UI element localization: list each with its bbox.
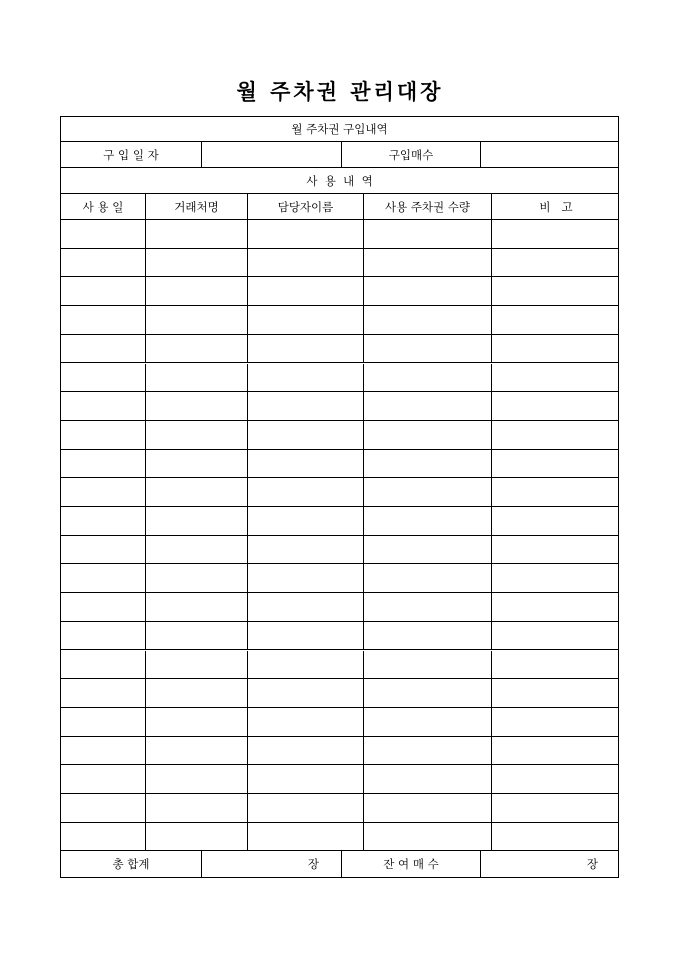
manager-name-cell[interactable] (248, 249, 364, 277)
use-date-cell[interactable] (61, 392, 146, 420)
column-header-tickets-used: 사용 주차권 수량 (364, 194, 492, 219)
remaining-unit: 장 (586, 857, 598, 872)
column-header-remarks: 비 고 (539, 199, 573, 214)
use-date-cell[interactable] (61, 593, 146, 621)
remarks-cell[interactable] (492, 536, 620, 564)
manager-name-cell[interactable] (248, 392, 364, 420)
manager-name-cell[interactable] (248, 651, 364, 679)
purchase-date-label: 구 입 일 자 (61, 142, 202, 167)
total-field[interactable] (202, 851, 342, 877)
tickets-used-cell[interactable] (364, 306, 492, 334)
client-name-cell[interactable] (146, 737, 248, 765)
remarks-cell[interactable] (492, 823, 620, 851)
table-row (61, 249, 618, 278)
use-date-cell[interactable] (61, 536, 146, 564)
remarks-cell[interactable] (492, 737, 620, 765)
remarks-cell[interactable] (492, 622, 620, 650)
tickets-used-cell[interactable] (364, 794, 492, 822)
client-name-cell[interactable] (146, 392, 248, 420)
remarks-cell[interactable] (492, 708, 620, 736)
manager-name-cell[interactable] (248, 364, 364, 392)
use-date-cell[interactable] (61, 651, 146, 679)
table-row (61, 737, 618, 766)
client-name-cell[interactable] (146, 794, 248, 822)
total-unit: 장 (307, 857, 319, 872)
client-name-cell[interactable] (146, 220, 248, 248)
use-date-cell[interactable] (61, 335, 146, 363)
tickets-used-cell[interactable] (364, 277, 492, 305)
client-name-cell[interactable] (146, 593, 248, 621)
purchase-section-header-row (61, 117, 618, 142)
table-row (61, 564, 618, 593)
manager-name-cell[interactable] (248, 306, 364, 334)
table-row (61, 421, 618, 450)
manager-name-cell[interactable] (248, 335, 364, 363)
client-name-cell[interactable] (146, 450, 248, 478)
footer-row (61, 851, 618, 877)
manager-name-cell[interactable] (248, 765, 364, 793)
remarks-cell[interactable] (492, 421, 620, 449)
tickets-used-cell[interactable] (364, 564, 492, 592)
manager-name-cell[interactable] (248, 478, 364, 506)
table-row (61, 765, 618, 794)
tickets-used-cell[interactable] (364, 335, 492, 363)
manager-name-cell[interactable] (248, 737, 364, 765)
use-date-cell[interactable] (61, 823, 146, 851)
client-name-cell[interactable] (146, 823, 248, 851)
client-name-cell[interactable] (146, 507, 248, 535)
client-name-cell[interactable] (146, 306, 248, 334)
client-name-cell[interactable] (146, 622, 248, 650)
manager-name-cell[interactable] (248, 708, 364, 736)
tickets-used-cell[interactable] (364, 622, 492, 650)
remarks-cell[interactable] (492, 277, 620, 305)
use-date-cell[interactable] (61, 478, 146, 506)
use-date-cell[interactable] (61, 249, 146, 277)
manager-name-cell[interactable] (248, 421, 364, 449)
column-header-manager-name: 담당자이름 (248, 194, 364, 219)
remarks-cell[interactable] (492, 478, 620, 506)
use-date-cell[interactable] (61, 507, 146, 535)
tickets-used-cell[interactable] (364, 478, 492, 506)
tickets-used-cell[interactable] (364, 220, 492, 248)
remarks-cell[interactable] (492, 249, 620, 277)
tickets-used-cell[interactable] (364, 651, 492, 679)
manager-name-cell[interactable] (248, 564, 364, 592)
remarks-cell[interactable] (492, 306, 620, 334)
tickets-used-cell[interactable] (364, 450, 492, 478)
purchase-info-row (61, 142, 618, 168)
purchase-count-field[interactable] (481, 142, 620, 167)
usage-section-title: 사 용 내 역 (306, 173, 373, 188)
page-title: 월 주차권 관리대장 (236, 79, 444, 104)
table-row (61, 708, 618, 737)
tickets-used-cell[interactable] (364, 765, 492, 793)
remarks-cell[interactable] (492, 335, 620, 363)
remarks-cell[interactable] (492, 765, 620, 793)
use-date-cell[interactable] (61, 450, 146, 478)
table-row (61, 679, 618, 708)
table-row (61, 593, 618, 622)
client-name-cell[interactable] (146, 335, 248, 363)
tickets-used-cell[interactable] (364, 392, 492, 420)
client-name-cell[interactable] (146, 277, 248, 305)
tickets-used-cell[interactable] (364, 679, 492, 707)
client-name-cell[interactable] (146, 765, 248, 793)
manager-name-cell[interactable] (248, 679, 364, 707)
tickets-used-cell[interactable] (364, 536, 492, 564)
purchase-date-field[interactable] (202, 142, 342, 167)
use-date-cell[interactable] (61, 622, 146, 650)
manager-name-cell[interactable] (248, 593, 364, 621)
use-date-cell[interactable] (61, 364, 146, 392)
use-date-cell[interactable] (61, 794, 146, 822)
use-date-cell[interactable] (61, 421, 146, 449)
table-row (61, 536, 618, 565)
remarks-cell[interactable] (492, 507, 620, 535)
purchase-section-title: 월 주차권 구입내역 (291, 122, 388, 136)
use-date-cell[interactable] (61, 765, 146, 793)
client-name-cell[interactable] (146, 679, 248, 707)
table-row (61, 450, 618, 479)
purchase-count-label: 구입매수 (342, 142, 481, 167)
table-row (61, 335, 618, 364)
use-date-cell[interactable] (61, 277, 146, 305)
client-name-cell[interactable] (146, 651, 248, 679)
tickets-used-cell[interactable] (364, 364, 492, 392)
use-date-cell[interactable] (61, 679, 146, 707)
tickets-used-cell[interactable] (364, 249, 492, 277)
use-date-cell[interactable] (61, 737, 146, 765)
manager-name-cell[interactable] (248, 277, 364, 305)
tickets-used-cell[interactable] (364, 593, 492, 621)
manager-name-cell[interactable] (248, 622, 364, 650)
remaining-label: 잔 여 매 수 (342, 851, 481, 877)
manager-name-cell[interactable] (248, 450, 364, 478)
client-name-cell[interactable] (146, 364, 248, 392)
table-row (61, 478, 618, 507)
remarks-cell[interactable] (492, 794, 620, 822)
client-name-cell[interactable] (146, 421, 248, 449)
use-date-cell[interactable] (61, 306, 146, 334)
table-row (61, 507, 618, 536)
parking-ticket-ledger-form (60, 116, 619, 878)
table-row (61, 220, 618, 249)
tickets-used-cell[interactable] (364, 507, 492, 535)
remarks-cell[interactable] (492, 679, 620, 707)
remaining-field[interactable] (481, 851, 620, 877)
table-row (61, 392, 618, 421)
manager-name-cell[interactable] (248, 220, 364, 248)
manager-name-cell[interactable] (248, 794, 364, 822)
manager-name-cell[interactable] (248, 507, 364, 535)
remarks-cell[interactable] (492, 651, 620, 679)
remarks-cell[interactable] (492, 364, 620, 392)
client-name-cell[interactable] (146, 564, 248, 592)
use-date-cell[interactable] (61, 220, 146, 248)
tickets-used-cell[interactable] (364, 421, 492, 449)
manager-name-cell[interactable] (248, 823, 364, 851)
table-row (61, 622, 618, 651)
table-row (61, 651, 618, 680)
use-date-cell[interactable] (61, 564, 146, 592)
manager-name-cell[interactable] (248, 536, 364, 564)
use-date-cell[interactable] (61, 708, 146, 736)
tickets-used-cell[interactable] (364, 823, 492, 851)
tickets-used-cell[interactable] (364, 737, 492, 765)
remarks-cell[interactable] (492, 564, 620, 592)
remarks-cell[interactable] (492, 593, 620, 621)
usage-section-header-row (61, 168, 618, 194)
table-row (61, 277, 618, 306)
column-header-row (61, 194, 618, 220)
total-label: 총 합계 (61, 851, 202, 877)
table-row (61, 364, 618, 393)
column-header-use-date: 사 용 일 (61, 194, 146, 219)
table-row (61, 823, 618, 852)
remarks-cell[interactable] (492, 450, 620, 478)
column-header-client-name: 거래처명 (146, 194, 248, 219)
remarks-cell[interactable] (492, 220, 620, 248)
table-row (61, 794, 618, 823)
remarks-cell[interactable] (492, 392, 620, 420)
client-name-cell[interactable] (146, 478, 248, 506)
table-row (61, 306, 618, 335)
client-name-cell[interactable] (146, 708, 248, 736)
client-name-cell[interactable] (146, 249, 248, 277)
tickets-used-cell[interactable] (364, 708, 492, 736)
client-name-cell[interactable] (146, 536, 248, 564)
